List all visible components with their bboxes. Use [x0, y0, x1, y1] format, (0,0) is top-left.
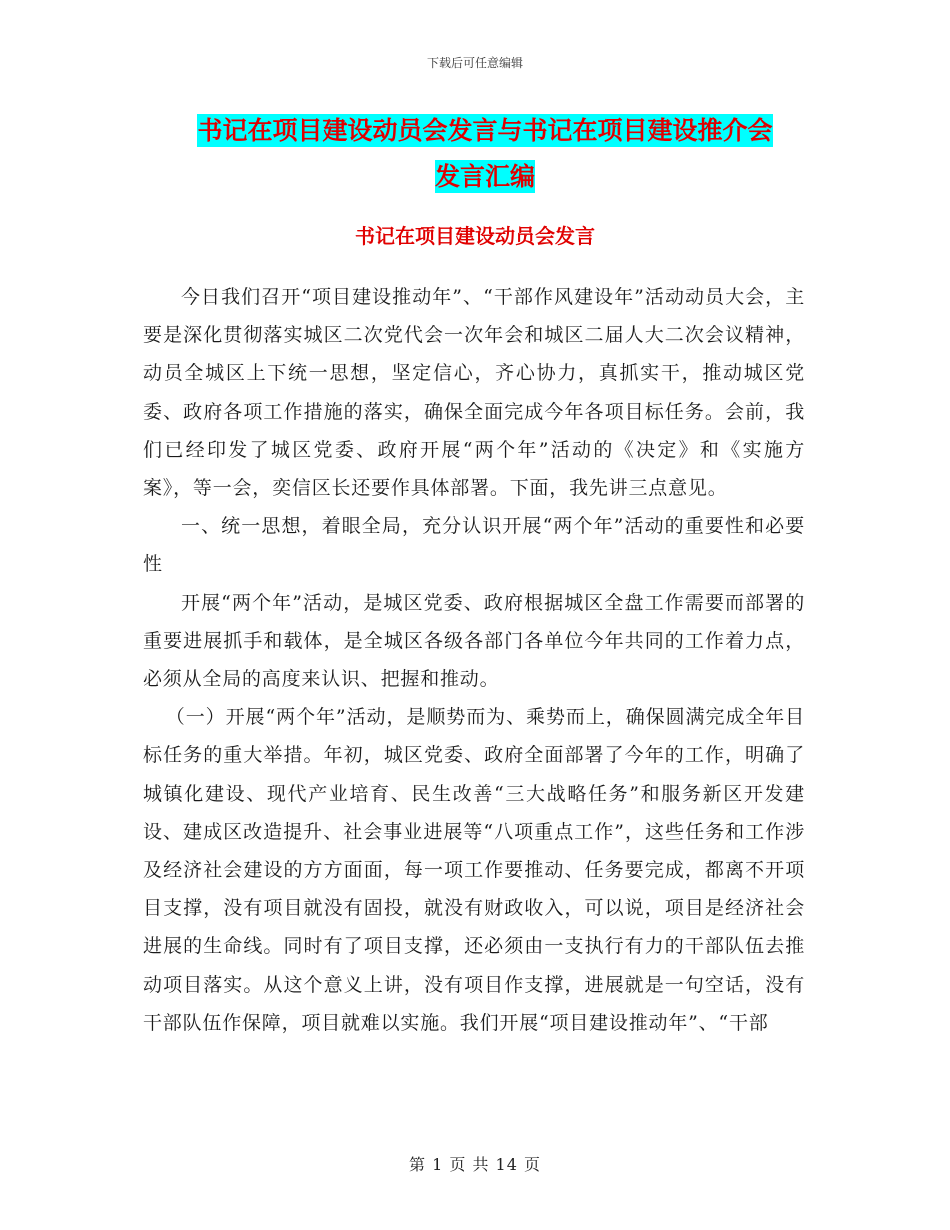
- paragraph: 开展“两个年”活动，是城区党委、政府根据城区全盘工作需要而部署的重要进展抓手和载体，是全城区各级各部门各单位今年共同的工作着力点，必须从全局的高度来认识、把握和推动。: [143, 591, 805, 691]
- section-title: 书记在项目建设动员会发言: [355, 224, 595, 248]
- document-title-line-1: [150, 108, 820, 154]
- paragraph: （一）开展“两个年”活动，是顺势而为、乘势而上，确保圆满完成全年目标任务的重大举措。年初，城区党委、政府全面部署了今年的工作，明确了城镇化建设、现代产业培育、民生改善“三大战略任务”和服务新区开发建设、建成区改造提升、社会事业进展等“八项重点工作”，这些任务和工作涉及经济社会建设的方方面面，每一项工作要推动、任务要完成，都离不开项目支撑，没有项目就没有固投，就没有财政收入，可以说，项目是经济社会进展的生命线。同时有了项目支撑，还必须由一支执行有力的干部队伍去推动项目落实。从这个意义上讲，没有项目作支撑，进展就是一句空话，没有干部队伍作保障，项目就难以实施。我们开展“项目建设推动年”、“干部: [143, 706, 805, 1034]
- paragraph-heading: 一、统一思想，着眼全局，充分认识开展“两个年”活动的重要性和必要性: [143, 515, 805, 576]
- paragraph: 今日我们召开“项目建设推动年”、“干部作风建设年”活动动员大会，主要是深化贯彻落实城区二次党代会一次年会和城区二届人大二次会议精神，动员全城区上下统一思想，坚定信心，齐心协力，真抓实干，推动城区党委、政府各项工作措施的落实，确保全面完成今年各项目标任务。会前，我们已经印发了城区党委、政府开展“两个年”活动的《决定》和《实施方案》，等一会，奕信区长还要作具体部署。下面，我先讲三点意见。: [143, 286, 805, 500]
- header-note: 下载后可任意编辑: [426, 56, 523, 70]
- title-highlight-2: 发言汇编: [434, 162, 535, 191]
- document-title-line-2: [150, 154, 820, 200]
- document-title: [150, 108, 820, 200]
- title-highlight-1: 书记在项目建设动员会发言与书记在项目建设推介会: [197, 116, 773, 145]
- page-footer: 第 1 页 共 14 页: [409, 1155, 541, 1174]
- document-body: [143, 278, 805, 1042]
